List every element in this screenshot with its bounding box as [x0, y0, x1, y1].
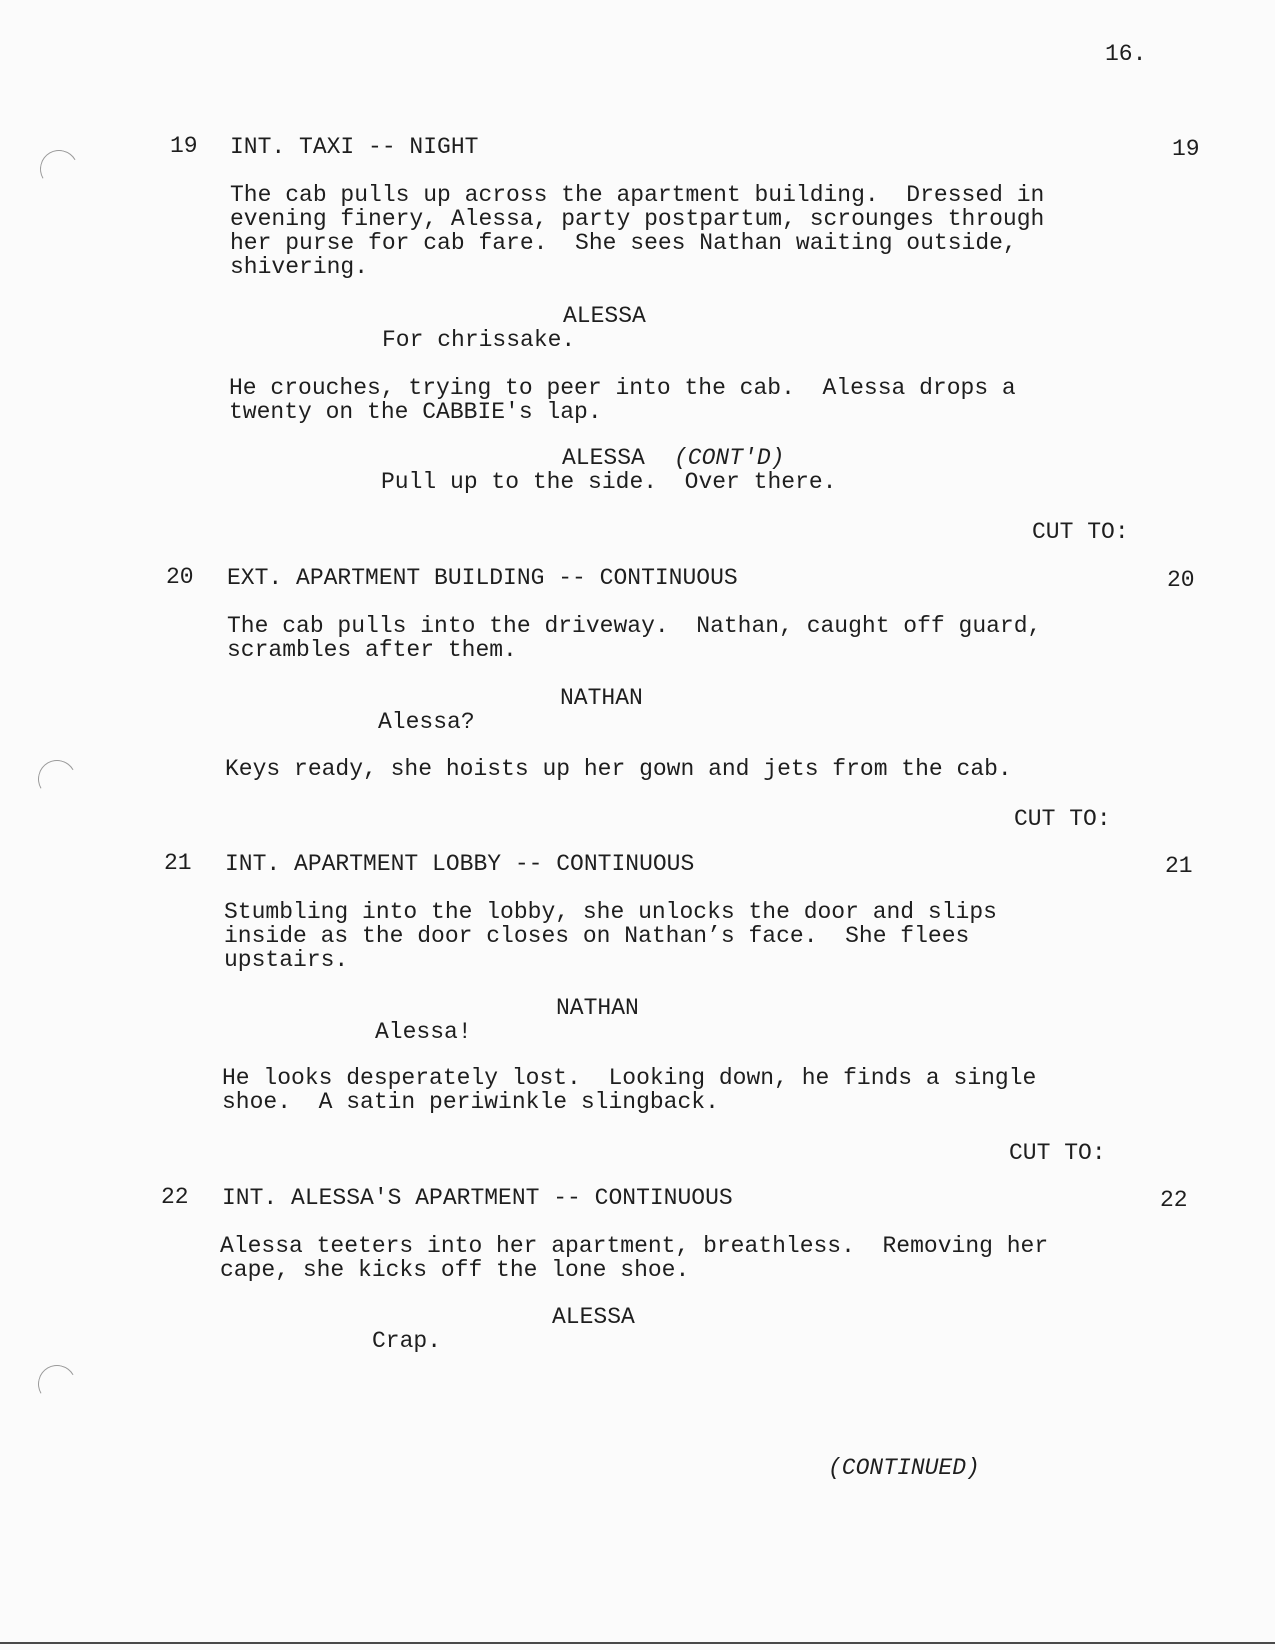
scene-heading: INT. APARTMENT LOBBY -- CONTINUOUS [225, 851, 695, 877]
scene-heading: EXT. APARTMENT BUILDING -- CONTINUOUS [227, 565, 738, 591]
scene-number-left: 20 [166, 564, 194, 590]
character-name: ALESSA [563, 303, 646, 329]
character-name: NATHAN [556, 995, 639, 1021]
scene-heading: INT. TAXI -- NIGHT [230, 134, 479, 160]
dialogue-line: Alessa? [378, 709, 475, 735]
scene-number-left: 21 [164, 850, 192, 876]
scene-number-left: 22 [161, 1184, 189, 1210]
action-line: He looks desperately lost. Looking down, he finds a single [222, 1065, 1037, 1091]
action-line: Keys ready, she hoists up her gown and jets from the cab. [225, 756, 1012, 782]
action-line: cape, she kicks off the lone shoe. [220, 1257, 690, 1283]
action-line: upstairs. [224, 947, 349, 973]
action-line: The cab pulls into the driveway. Nathan, caught off guard, [227, 613, 1042, 639]
binder-hole-top [36, 146, 83, 193]
scene-number-right: 21 [1165, 853, 1193, 879]
scene-number-right: 20 [1167, 567, 1195, 593]
binder-hole-bottom [34, 1361, 81, 1408]
dialogue-line: Crap. [372, 1328, 442, 1354]
scene-heading: INT. ALESSA'S APARTMENT -- CONTINUOUS [222, 1185, 733, 1211]
transition: CUT TO: [1014, 806, 1111, 832]
action-line: evening finery, Alessa, party postpartum, scrounges through [230, 206, 1045, 232]
character-extension: (CONT'D) [674, 445, 785, 471]
scene-number-left: 19 [170, 133, 198, 159]
character-name: ALESSA [552, 1304, 635, 1330]
transition: CUT TO: [1032, 519, 1129, 545]
transition: CUT TO: [1009, 1140, 1106, 1166]
action-line: twenty on the CABBIE's lap. [229, 399, 602, 425]
scene-number-right: 22 [1160, 1187, 1188, 1213]
action-line: shivering. [230, 254, 369, 280]
binder-hole-middle [34, 756, 81, 803]
character-name: ALESSA [562, 445, 645, 471]
dialogue-line: Alessa! [375, 1019, 472, 1045]
action-line: The cab pulls up across the apartment building. Dressed in [230, 182, 1045, 208]
continued-marker: (CONTINUED) [828, 1455, 980, 1481]
dialogue-line: For chrissake. [382, 327, 576, 353]
action-line: Alessa teeters into her apartment, breathless. Removing her [220, 1233, 1049, 1259]
dialogue-line: Pull up to the side. Over there. [381, 469, 837, 495]
page-bottom-edge [0, 1642, 1275, 1644]
scene-number-right: 19 [1172, 136, 1200, 162]
action-line: Stumbling into the lobby, she unlocks the door and slips [224, 899, 997, 925]
character-name: NATHAN [560, 685, 643, 711]
action-line: inside as the door closes on Nathan’s face. She flees [224, 923, 970, 949]
page-number: 16. [1105, 41, 1147, 67]
action-line: He crouches, trying to peer into the cab. Alessa drops a [229, 375, 1016, 401]
action-line: her purse for cab fare. She sees Nathan waiting outside, [230, 230, 1017, 256]
action-line: shoe. A satin periwinkle slingback. [222, 1089, 719, 1115]
action-line: scrambles after them. [227, 637, 517, 663]
